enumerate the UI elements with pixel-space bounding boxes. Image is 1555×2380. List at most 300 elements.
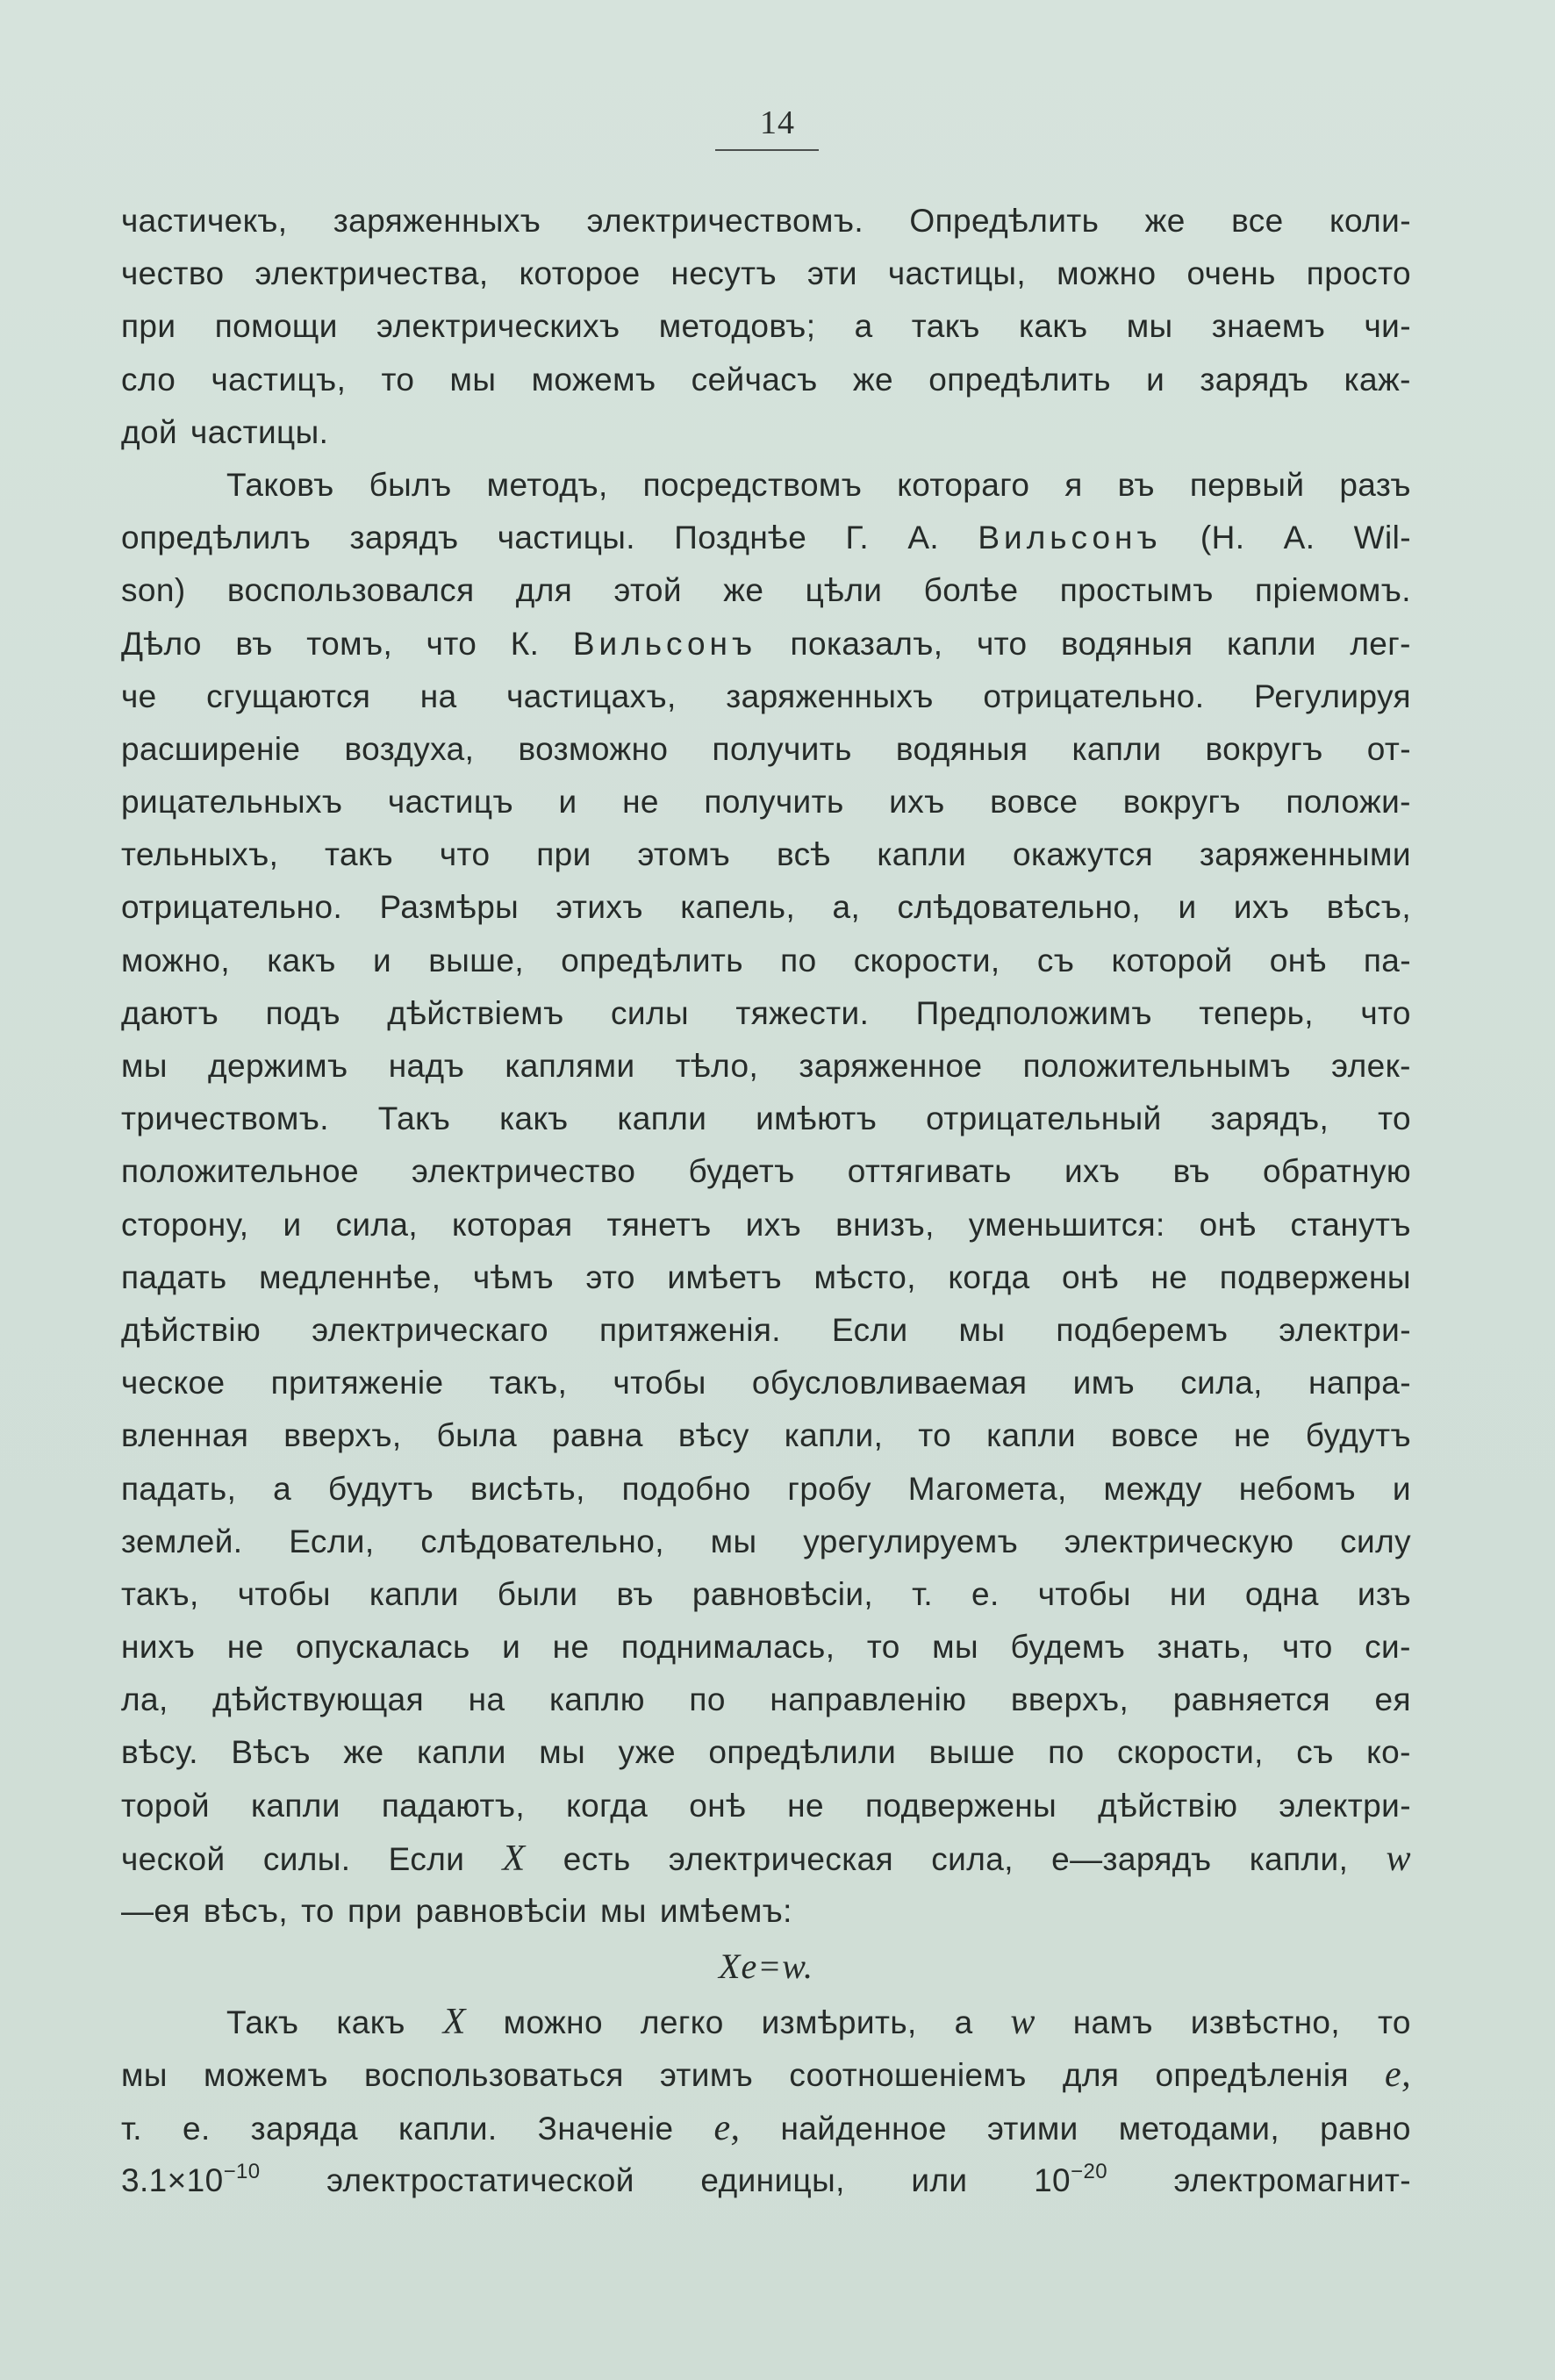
word: первый [1189, 466, 1305, 503]
word: электростатической [326, 2161, 634, 2198]
word: и [502, 1629, 521, 1666]
word: чество [121, 255, 225, 292]
word: частицы. [190, 413, 329, 450]
word: заряда [250, 2110, 358, 2147]
word: которой [1111, 942, 1233, 979]
word: водяныя [895, 730, 1028, 767]
word: съ [1296, 1734, 1334, 1771]
word: мы [121, 1048, 168, 1084]
word: ихъ [1233, 889, 1290, 926]
word: не [1234, 1417, 1271, 1454]
word: въ [1117, 466, 1155, 503]
word: си- [1365, 1629, 1411, 1666]
word: Предположимъ [915, 994, 1152, 1031]
word: нихъ [121, 1629, 196, 1666]
word: что [439, 836, 491, 873]
word: а [954, 2004, 973, 2041]
word: даютъ [121, 994, 219, 1031]
word: капли [250, 1787, 340, 1824]
word: вленная [121, 1417, 249, 1454]
word: че [121, 677, 157, 714]
text-line [121, 2102, 1411, 2154]
word: Опредѣлить [909, 203, 1100, 239]
text-line [121, 1463, 1411, 1516]
word: можемъ [203, 2057, 328, 2094]
word: e, [1385, 2054, 1411, 2096]
word: положительное [121, 1153, 359, 1190]
word: зарядъ, [1210, 1100, 1329, 1137]
word: капель, [680, 889, 796, 926]
word: заряженныхъ [333, 203, 541, 239]
word: капли, [784, 1417, 884, 1454]
word: мы [600, 1893, 647, 1929]
word: въ [616, 1575, 654, 1612]
word: при [347, 1893, 403, 1929]
word: сгущаются [206, 677, 371, 714]
word: e, [713, 2107, 741, 2148]
word: опредѣлить [561, 942, 743, 979]
word: Магомета, [907, 1470, 1067, 1507]
base: 10 [1034, 2161, 1071, 2198]
word: цѣли [805, 572, 883, 609]
word: слѣдовательно, [897, 889, 1142, 926]
word: дѣйствію [121, 1311, 262, 1348]
word: е. [971, 1575, 1000, 1612]
word: какъ [267, 942, 336, 979]
word: методовъ; [658, 308, 816, 345]
text-line [121, 195, 1411, 247]
word: сторону, [121, 1206, 249, 1243]
word: медленнѣе, [259, 1258, 441, 1295]
word: сло [121, 361, 176, 398]
word: имѣемъ: [659, 1893, 792, 1929]
word: равна [552, 1417, 643, 1454]
word: вверхъ, [283, 1417, 402, 1454]
word: это [585, 1258, 635, 1295]
word: равно [1320, 2110, 1411, 2147]
word: надъ [388, 1048, 465, 1084]
word: капли [617, 1100, 707, 1137]
text-line [121, 1409, 1411, 1462]
word: была [436, 1417, 518, 1454]
word: частицъ, [211, 361, 347, 398]
word: Дѣло [121, 625, 202, 662]
word: тельныхъ, [121, 836, 279, 873]
word: чтобы [237, 1575, 331, 1612]
word: электричествомъ. [586, 203, 864, 239]
word: капли [369, 1575, 459, 1612]
word: Вѣсъ [231, 1734, 311, 1771]
word: такъ [325, 836, 394, 873]
word: то [866, 1629, 900, 1666]
text-line [121, 1780, 1411, 1832]
word: небомъ [1238, 1470, 1357, 1507]
word: e—зарядъ [1051, 1840, 1212, 1877]
text-line [121, 406, 1411, 459]
word: намъ [1072, 2004, 1153, 2041]
text-line [121, 723, 1411, 776]
word: воспользовался [226, 572, 475, 609]
text-line [121, 935, 1411, 987]
word: возможно [518, 730, 669, 767]
word: то [1377, 2004, 1411, 2041]
word: Вильсонъ [978, 520, 1162, 556]
word: на [468, 1681, 505, 1718]
word: Размѣры [379, 889, 520, 926]
word: частицы, [887, 255, 1027, 292]
word: этими [986, 2110, 1078, 2147]
word: Позднѣе [674, 520, 807, 556]
word: вокругъ [1205, 730, 1323, 767]
word: знаемъ [1211, 308, 1326, 345]
word: w [1010, 2002, 1035, 2043]
word: то [301, 1893, 334, 1929]
word: посредствомъ [642, 466, 863, 503]
text-line [121, 1516, 1411, 1568]
word: каплю [548, 1681, 645, 1718]
text-line [121, 618, 1411, 670]
word: ихъ [1064, 1153, 1121, 1190]
word: вѣсу [677, 1417, 749, 1454]
word: электрическая [668, 1840, 894, 1877]
text-line [121, 828, 1411, 881]
word: измѣрить, [761, 2004, 917, 2041]
word: же [852, 361, 894, 398]
word: методъ, [486, 466, 608, 503]
word: былъ [369, 466, 452, 503]
word: были [497, 1575, 578, 1612]
word: можемъ [531, 361, 656, 398]
text-line [121, 1199, 1411, 1251]
word: воспользоваться [363, 2057, 624, 2094]
word: подвержены [864, 1787, 1057, 1824]
exponent: −20 [1071, 2159, 1107, 2183]
word: выше [928, 1734, 1015, 1771]
word: этомъ [637, 836, 731, 873]
mantissa: 3.1×10 [121, 2161, 224, 2198]
word: капли. [398, 2110, 498, 2147]
word: я [1064, 466, 1083, 503]
word: электричества, [254, 255, 489, 292]
word: между [1103, 1470, 1202, 1507]
word: w [1386, 1838, 1411, 1879]
word: силы [611, 994, 689, 1031]
word: ихъ [889, 784, 945, 821]
word: от- [1366, 730, 1411, 767]
word: простымъ [1059, 572, 1214, 609]
word: опредѣлили [708, 1734, 897, 1771]
word: изъ [1357, 1575, 1411, 1612]
word: чѣмъ [472, 1258, 555, 1295]
word: есть [563, 1840, 631, 1877]
word: не [226, 1629, 264, 1666]
word: притяженіе [270, 1365, 444, 1401]
word: выше, [428, 942, 525, 979]
word: и [283, 1206, 302, 1243]
word: можно [503, 2004, 603, 2041]
word: Wil- [1353, 520, 1411, 556]
word: то [918, 1417, 952, 1454]
word: силы. [262, 1840, 351, 1877]
word: теперь, [1199, 994, 1314, 1031]
word: этой [613, 572, 682, 609]
word: урегулируемъ [803, 1523, 1019, 1559]
word: заряженныхъ [726, 677, 934, 714]
word: т. [121, 2110, 142, 2147]
word: сила, [335, 1206, 419, 1243]
text-line [121, 459, 1411, 512]
word: что [426, 625, 477, 662]
word: мѣсто, [813, 1258, 916, 1295]
word: мы [1126, 308, 1173, 345]
word: подобно [621, 1470, 751, 1507]
word: Если [831, 1311, 908, 1348]
word: для [515, 572, 573, 609]
word: —ея [121, 1893, 190, 1929]
text-line [121, 987, 1411, 1040]
word: положительнымъ [1022, 1048, 1291, 1084]
word: падать [121, 1258, 227, 1295]
word: слѣдовательно, [420, 1523, 664, 1559]
word: дой [121, 413, 178, 450]
word: воздуха, [344, 730, 475, 767]
scientific-value [1034, 2154, 1107, 2207]
text-line [121, 2048, 1411, 2101]
text-line [121, 1040, 1411, 1093]
word: не [1150, 1258, 1188, 1295]
word: получить [712, 730, 852, 767]
word: электри- [1279, 1311, 1411, 1348]
word: какъ [499, 1100, 569, 1137]
word: и [372, 942, 392, 979]
word: Регулируя [1253, 677, 1411, 714]
word: мы [710, 1523, 757, 1559]
word: станутъ [1290, 1206, 1411, 1243]
word: же [723, 572, 764, 609]
word: напра- [1308, 1365, 1411, 1401]
word: скорости, [1117, 1734, 1264, 1771]
word: сила, [931, 1840, 1014, 1877]
word: въ [1172, 1153, 1210, 1190]
word: внизъ, [835, 1206, 935, 1243]
word: и [1392, 1470, 1411, 1507]
word: обусловливаемая [751, 1365, 1028, 1401]
word: мы [539, 1734, 586, 1771]
word: же [343, 1734, 384, 1771]
text-line [121, 512, 1411, 564]
word: элек- [1331, 1048, 1411, 1084]
word: А. [907, 520, 940, 556]
word: разъ [1339, 466, 1411, 503]
word: отрицательно. [983, 677, 1205, 714]
word: что [976, 625, 1028, 662]
word: и [1178, 889, 1197, 926]
word: или [911, 2161, 968, 2198]
word: подберемъ [1056, 1311, 1229, 1348]
word: по [1048, 1734, 1085, 1771]
word: землей. [121, 1523, 243, 1559]
word: равняется [1172, 1681, 1331, 1718]
word: имѣютъ [756, 1100, 878, 1137]
scientific-value [121, 2154, 261, 2207]
word: пріемомъ. [1255, 572, 1411, 609]
text-line [121, 247, 1411, 300]
word: и [1146, 361, 1165, 398]
word: и [558, 784, 577, 821]
word: чтобы [1037, 1575, 1131, 1612]
word: держимъ [208, 1048, 348, 1084]
word: этимъ [659, 2057, 754, 2094]
word: извѣстно, [1190, 2004, 1341, 2041]
word: показалъ, [790, 625, 943, 662]
word: каплями [505, 1048, 635, 1084]
word: капли [986, 1417, 1076, 1454]
word: просто [1306, 255, 1411, 292]
word: такъ, [121, 1575, 199, 1612]
text-line [121, 1996, 1411, 2048]
word: все [1231, 203, 1284, 239]
word: когда [566, 1787, 649, 1824]
word: тяжести. [735, 994, 870, 1031]
word: будемъ [1010, 1629, 1126, 1666]
word: эти [807, 255, 857, 292]
word: для [1062, 2057, 1120, 2094]
word: тянетъ [606, 1206, 712, 1243]
text-line [121, 1568, 1411, 1621]
word: не [552, 1629, 590, 1666]
word: дѣйствующая [212, 1681, 425, 1718]
word: же [1144, 203, 1186, 239]
word: вѣсу. [121, 1734, 198, 1771]
word: мы [958, 1311, 1006, 1348]
word: такъ, [489, 1365, 568, 1401]
word: электрическаго [312, 1311, 549, 1348]
equation [121, 1938, 1411, 1996]
word: окажутся [1013, 836, 1154, 873]
word: коли- [1329, 203, 1411, 239]
word: по [689, 1681, 726, 1718]
word: торой [121, 1787, 210, 1824]
word: Если [388, 1840, 465, 1877]
word: частицахъ, [506, 677, 677, 714]
word: капли [1071, 730, 1162, 767]
page-number-rule [715, 149, 819, 151]
word: онѣ [1269, 942, 1327, 979]
word: Такъ [377, 1100, 451, 1137]
word: какъ [1019, 308, 1088, 345]
word: электри- [1279, 1787, 1411, 1824]
word: падать, [121, 1470, 237, 1507]
word: найденное [780, 2110, 947, 2147]
word: по [780, 942, 817, 979]
text-line [121, 1304, 1411, 1357]
word: при [121, 308, 176, 345]
word: частицъ [387, 784, 513, 821]
word: ея [1374, 1681, 1411, 1718]
word: тѣло, [675, 1048, 759, 1084]
word: можно, [121, 942, 231, 979]
word: расширеніе [121, 730, 301, 767]
text-line [121, 2154, 1411, 2207]
text-line [121, 670, 1411, 723]
word: электричество [412, 1153, 636, 1190]
word: сейчасъ [691, 361, 818, 398]
word: опускалась [295, 1629, 470, 1666]
word: направленію [770, 1681, 967, 1718]
word: мы [449, 361, 497, 398]
word: при [536, 836, 591, 873]
word: какъ [336, 2004, 405, 2041]
text-line [121, 1357, 1411, 1409]
word: будетъ [688, 1153, 795, 1190]
word: дѣйствію [1098, 1787, 1238, 1824]
word: оттягивать [847, 1153, 1012, 1190]
word: т. [912, 1575, 934, 1612]
word: которая [452, 1206, 573, 1243]
word: методами, [1118, 2110, 1280, 2147]
word: которое [519, 255, 641, 292]
word: мы [121, 2057, 168, 2094]
word: ческой [121, 1840, 226, 1877]
word: электрическую [1064, 1523, 1294, 1559]
word: имѣетъ [667, 1258, 782, 1295]
word: болѣе [923, 572, 1019, 609]
text-line [121, 1621, 1411, 1674]
text-line [121, 776, 1411, 828]
word: равновѣсіи [415, 1893, 588, 1929]
word: ла, [121, 1681, 168, 1718]
word: имъ [1072, 1365, 1136, 1401]
word: отрицательно. [121, 889, 343, 926]
word: электромагнит- [1173, 2161, 1411, 2198]
word: то [381, 361, 415, 398]
word: вовсе [990, 784, 1078, 821]
word: этихъ [555, 889, 643, 926]
word: положи- [1286, 784, 1411, 821]
word: па- [1363, 942, 1411, 979]
word: онѣ [689, 1787, 747, 1824]
word: не [787, 1787, 824, 1824]
word: А. [1283, 520, 1315, 556]
word: вѣсъ, [203, 1893, 289, 1929]
page-number: 14 [760, 104, 795, 141]
word: Вильсонъ [572, 625, 757, 662]
word: чи- [1364, 308, 1411, 345]
word: то [1378, 1100, 1411, 1137]
word: поднималась, [620, 1629, 835, 1666]
word: знать, [1157, 1629, 1250, 1666]
word: Г. [845, 520, 870, 556]
word: что [1360, 994, 1411, 1031]
text-line [121, 1885, 1411, 1938]
word: единицы, [700, 2161, 845, 2198]
word: всѣ [776, 836, 831, 873]
text-line [121, 564, 1411, 617]
word: уменьшится: [968, 1206, 1165, 1243]
word: вовсе [1110, 1417, 1200, 1454]
text-line [121, 1093, 1411, 1145]
word: ко- [1366, 1734, 1411, 1771]
word: е. [182, 2110, 211, 2147]
word: несутъ [670, 255, 778, 292]
word: Значеніе [537, 2110, 674, 2147]
word: зарядъ [349, 520, 459, 556]
word: частицы. [497, 520, 635, 556]
equation-text: Xe=w. [719, 1946, 813, 1987]
word: ни [1169, 1575, 1207, 1612]
word: равновѣсіи, [692, 1575, 874, 1612]
word: получить [704, 784, 844, 821]
